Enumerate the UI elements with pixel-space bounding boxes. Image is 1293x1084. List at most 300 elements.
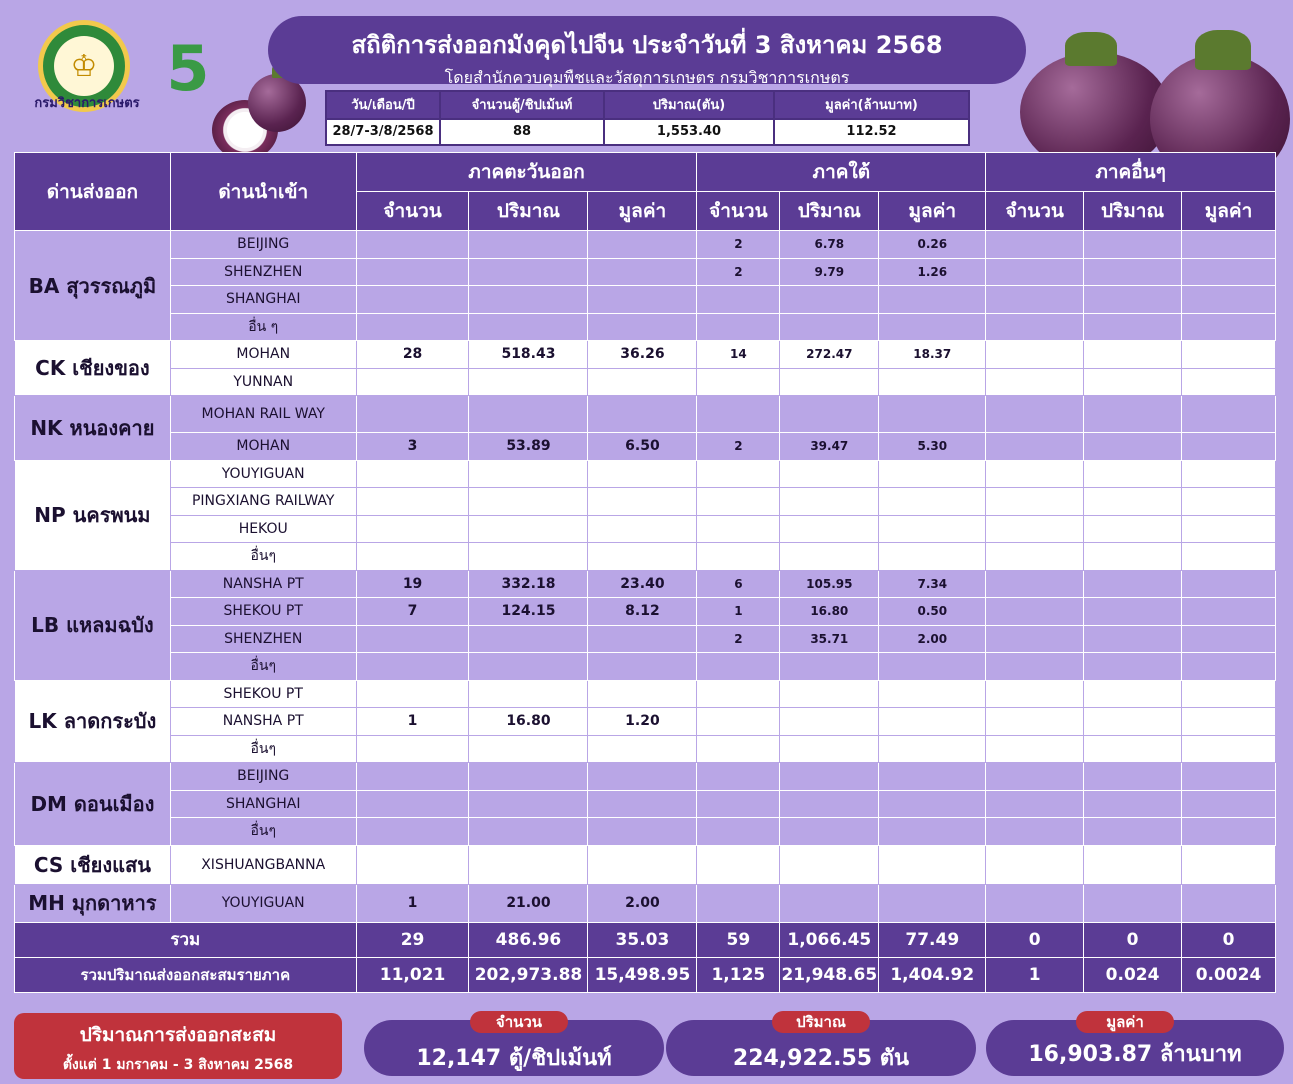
value-cell [780, 515, 879, 543]
total-cell: 29 [356, 922, 469, 957]
value-cell [1182, 680, 1276, 708]
value-cell [986, 460, 1084, 488]
value-cell [1182, 286, 1276, 314]
emblem-icon: ♔ [54, 36, 114, 96]
table-row [15, 653, 1276, 681]
region-east-header: ภาคตะวันออก [356, 153, 697, 192]
export-port-cell: BA สุวรรณภูมิ [15, 231, 171, 341]
value-cell [1182, 488, 1276, 516]
value-cell [1084, 708, 1182, 736]
value-cell [879, 845, 986, 884]
import-port-cell: NANSHA PT [170, 570, 356, 598]
export-port-cell: MH มุกดาหาร [15, 884, 171, 922]
value-cell [1182, 460, 1276, 488]
value-cell [879, 763, 986, 791]
table-row [15, 598, 1276, 626]
total-cell: 0 [986, 922, 1084, 957]
value-cell [780, 488, 879, 516]
value-cell [356, 625, 469, 653]
value-cell [1182, 735, 1276, 763]
total-cell: 35.03 [588, 922, 697, 957]
value-cell: 8.12 [588, 598, 697, 626]
value-cell [986, 708, 1084, 736]
value-cell [879, 735, 986, 763]
cumulative-cell: 1,125 [697, 957, 780, 992]
value-cell [356, 313, 469, 341]
import-port-cell: อื่นๆ [170, 653, 356, 681]
value-cell [986, 368, 1084, 396]
value-cell [879, 396, 986, 433]
value-cell: 2.00 [879, 625, 986, 653]
value-cell [986, 543, 1084, 571]
value-cell [697, 396, 780, 433]
value-cell: 9.79 [780, 258, 879, 286]
value-cell: 23.40 [588, 570, 697, 598]
value-cell [986, 845, 1084, 884]
cumulative-value-value: 16,903.87 ล้านบาท [1028, 1042, 1242, 1067]
summary-header: มูลค่า(ล้านบาท) [774, 91, 969, 119]
sub-header-volume: ปริมาณ [1084, 192, 1182, 231]
value-cell: 5.30 [879, 433, 986, 461]
department-name: กรมวิชาการเกษตร [34, 96, 140, 111]
table-row [15, 460, 1276, 488]
value-cell [356, 680, 469, 708]
value-cell [986, 598, 1084, 626]
cumulative-cell: 15,498.95 [588, 957, 697, 992]
value-cell [780, 653, 879, 681]
table-row [15, 313, 1276, 341]
value-cell: 19 [356, 570, 469, 598]
value-cell [1182, 543, 1276, 571]
value-cell [588, 258, 697, 286]
sub-header-count: จำนวน [986, 192, 1084, 231]
region-south-header: ภาคใต้ [697, 153, 986, 192]
table-row [15, 368, 1276, 396]
import-port-cell: PINGXIANG RAILWAY [170, 488, 356, 516]
value-cell [356, 258, 469, 286]
value-cell [879, 790, 986, 818]
total-row [15, 922, 1276, 957]
value-cell [1084, 625, 1182, 653]
value-cell [697, 735, 780, 763]
value-cell: 16.80 [780, 598, 879, 626]
value-cell [986, 625, 1084, 653]
value-cell [986, 680, 1084, 708]
value-cell: 2 [697, 231, 780, 259]
port-group [15, 231, 1276, 341]
value-cell [780, 286, 879, 314]
value-cell [356, 368, 469, 396]
value-cell [879, 515, 986, 543]
value-cell: 272.47 [780, 341, 879, 369]
value-cell: 1 [356, 884, 469, 922]
total-cell: 0 [1182, 922, 1276, 957]
table-row [15, 708, 1276, 736]
value-cell [1182, 653, 1276, 681]
sub-header-value: มูลค่า [1182, 192, 1276, 231]
import-port-cell: BEIJING [170, 763, 356, 791]
value-cell [780, 790, 879, 818]
value-cell [1084, 488, 1182, 516]
table-row [15, 680, 1276, 708]
value-cell [879, 884, 986, 922]
port-group [15, 460, 1276, 570]
value-cell [879, 460, 986, 488]
table-row [15, 396, 1276, 433]
value-cell [469, 845, 588, 884]
value-cell [986, 735, 1084, 763]
value-cell [1084, 460, 1182, 488]
value-cell [879, 286, 986, 314]
import-port-cell: MOHAN [170, 433, 356, 461]
cumulative-value-tag: มูลค่า [1076, 1011, 1174, 1033]
total-cell: 59 [697, 922, 780, 957]
value-cell [986, 515, 1084, 543]
value-cell [356, 396, 469, 433]
sub-header-value: มูลค่า [879, 192, 986, 231]
value-cell [697, 313, 780, 341]
value-cell [356, 653, 469, 681]
port-group [15, 341, 1276, 396]
value-cell: 1.20 [588, 708, 697, 736]
value-cell [1084, 845, 1182, 884]
value-cell [469, 653, 588, 681]
value-cell [879, 488, 986, 516]
summary-date: 28/7-3/8/2568 [326, 119, 440, 146]
value-cell [588, 653, 697, 681]
weekly-summary-table [325, 90, 970, 146]
value-cell: 7 [356, 598, 469, 626]
summary-value: 112.52 [774, 119, 969, 146]
cumulative-cell: 21,948.65 [780, 957, 879, 992]
value-cell [1182, 341, 1276, 369]
value-cell [697, 488, 780, 516]
cumulative-cell: 0.024 [1084, 957, 1182, 992]
value-cell [1084, 680, 1182, 708]
port-group [15, 570, 1276, 680]
value-cell: 2 [697, 433, 780, 461]
value-cell: 53.89 [469, 433, 588, 461]
title-banner [268, 16, 1026, 87]
value-cell [780, 313, 879, 341]
value-cell: 124.15 [469, 598, 588, 626]
value-cell [588, 543, 697, 571]
import-port-cell: MOHAN RAIL WAY [170, 396, 356, 433]
cumulative-title: ปริมาณการส่งออกสะสม [79, 1024, 277, 1046]
value-cell [697, 884, 780, 922]
export-port-cell: NP นครพนม [15, 460, 171, 570]
port-group [15, 396, 1276, 461]
value-cell [879, 543, 986, 571]
value-cell [697, 368, 780, 396]
value-cell [588, 625, 697, 653]
import-port-cell: SHENZHEN [170, 625, 356, 653]
value-cell [469, 735, 588, 763]
value-cell [588, 790, 697, 818]
export-statistics-table [14, 152, 1276, 993]
value-cell [1182, 598, 1276, 626]
value-cell [1182, 763, 1276, 791]
value-cell [588, 735, 697, 763]
col-export-port: ด่านส่งออก [15, 153, 171, 231]
value-cell: 1 [356, 708, 469, 736]
import-port-cell: SHANGHAI [170, 790, 356, 818]
import-port-cell: อื่น ๆ [170, 313, 356, 341]
value-cell [986, 286, 1084, 314]
value-cell [356, 845, 469, 884]
table-row [15, 488, 1276, 516]
cumulative-row [15, 957, 1276, 992]
table-row [15, 543, 1276, 571]
value-cell [879, 818, 986, 846]
cumulative-count-tag: จำนวน [470, 1011, 568, 1033]
value-cell [780, 818, 879, 846]
value-cell [356, 818, 469, 846]
cumulative-period: ตั้งแต่ 1 มกราคม - 3 สิงหาคม 2568 [62, 1057, 294, 1073]
value-cell [356, 515, 469, 543]
value-cell: 39.47 [780, 433, 879, 461]
import-port-cell: อื่นๆ [170, 735, 356, 763]
value-cell [356, 460, 469, 488]
value-cell [588, 680, 697, 708]
total-cell: 0 [1084, 922, 1182, 957]
value-cell [1084, 368, 1182, 396]
value-cell [879, 313, 986, 341]
table-row [15, 286, 1276, 314]
value-cell: 21.00 [469, 884, 588, 922]
value-cell [986, 258, 1084, 286]
value-cell [469, 680, 588, 708]
value-cell: 332.18 [469, 570, 588, 598]
value-cell [780, 460, 879, 488]
import-port-cell: SHANGHAI [170, 286, 356, 314]
value-cell [469, 763, 588, 791]
table-row [15, 763, 1276, 791]
total-cell: 486.96 [469, 922, 588, 957]
import-port-cell: XISHUANGBANNA [170, 845, 356, 884]
col-import-port: ด่านนำเข้า [170, 153, 356, 231]
value-cell [356, 543, 469, 571]
value-cell [1182, 845, 1276, 884]
value-cell [1182, 884, 1276, 922]
table-row [15, 515, 1276, 543]
value-cell [356, 763, 469, 791]
value-cell [588, 818, 697, 846]
mangosteen-stem-image [1195, 30, 1251, 70]
export-port-cell: CS เชียงแสน [15, 845, 171, 884]
summary-header: ปริมาณ(ตัน) [604, 91, 774, 119]
value-cell: 16.80 [469, 708, 588, 736]
value-cell [469, 543, 588, 571]
value-cell [1084, 515, 1182, 543]
value-cell [697, 543, 780, 571]
import-port-cell: อื่นๆ [170, 543, 356, 571]
value-cell [1084, 763, 1182, 791]
value-cell [1182, 570, 1276, 598]
value-cell [780, 680, 879, 708]
cumulative-cell: 1 [986, 957, 1084, 992]
export-port-cell: LB แหลมฉบัง [15, 570, 171, 680]
value-cell [1084, 653, 1182, 681]
value-cell [780, 735, 879, 763]
value-cell [356, 488, 469, 516]
value-cell: 2.00 [588, 884, 697, 922]
value-cell: 105.95 [780, 570, 879, 598]
value-cell [356, 735, 469, 763]
sub-header-value: มูลค่า [588, 192, 697, 231]
value-cell [879, 680, 986, 708]
value-cell: 36.26 [588, 341, 697, 369]
cumulative-volume-tag: ปริมาณ [772, 1011, 870, 1033]
import-port-cell: BEIJING [170, 231, 356, 259]
value-cell [588, 515, 697, 543]
region-other-header: ภาคอื่นๆ [986, 153, 1276, 192]
value-cell [1182, 515, 1276, 543]
cumulative-cell: 11,021 [356, 957, 469, 992]
value-cell: 7.34 [879, 570, 986, 598]
export-port-cell: DM ดอนเมือง [15, 763, 171, 846]
value-cell: 35.71 [780, 625, 879, 653]
value-cell: 2 [697, 258, 780, 286]
value-cell [986, 488, 1084, 516]
summary-header: จำนวนตู้/ชิปเม้นท์ [440, 91, 604, 119]
value-cell [986, 341, 1084, 369]
value-cell [697, 653, 780, 681]
value-cell [697, 845, 780, 884]
sub-header-volume: ปริมาณ [469, 192, 588, 231]
sub-header-count: จำนวน [697, 192, 780, 231]
value-cell [1182, 818, 1276, 846]
value-cell [469, 515, 588, 543]
table-row [15, 818, 1276, 846]
port-group [15, 884, 1276, 922]
value-cell [986, 313, 1084, 341]
value-cell [1084, 598, 1182, 626]
table-row [15, 433, 1276, 461]
import-port-cell: อื่นๆ [170, 818, 356, 846]
table-row [15, 884, 1276, 922]
value-cell [469, 488, 588, 516]
mangosteen-stem-image [1065, 32, 1117, 66]
value-cell [588, 488, 697, 516]
page-subtitle: โดยสำนักควบคุมพืชและวัสดุการเกษตร กรมวิชาการเกษตร [444, 68, 850, 87]
value-cell [1084, 286, 1182, 314]
value-cell [986, 884, 1084, 922]
value-cell [986, 433, 1084, 461]
cumulative-volume-value: 224,922.55 ตัน [732, 1046, 910, 1071]
table-row [15, 625, 1276, 653]
value-cell [1084, 570, 1182, 598]
value-cell: 0.50 [879, 598, 986, 626]
cumulative-cell: 0.0024 [1182, 957, 1276, 992]
value-cell [780, 845, 879, 884]
value-cell [780, 884, 879, 922]
value-cell [879, 708, 986, 736]
value-cell [469, 460, 588, 488]
value-cell [469, 396, 588, 433]
value-cell [588, 231, 697, 259]
import-port-cell: SHEKOU PT [170, 680, 356, 708]
value-cell: 2 [697, 625, 780, 653]
value-cell [588, 368, 697, 396]
value-cell [986, 570, 1084, 598]
value-cell [879, 368, 986, 396]
value-cell [1182, 396, 1276, 433]
value-cell [1182, 708, 1276, 736]
value-cell [697, 790, 780, 818]
cumulative-banner [14, 1013, 342, 1079]
value-cell [1084, 341, 1182, 369]
value-cell [469, 368, 588, 396]
value-cell: 14 [697, 341, 780, 369]
table-row [15, 341, 1276, 369]
value-cell [780, 368, 879, 396]
port-group [15, 763, 1276, 846]
table-row [15, 231, 1276, 259]
table-row [15, 258, 1276, 286]
port-group [15, 845, 1276, 884]
value-cell [1182, 368, 1276, 396]
cumulative-count-value: 12,147 ตู้/ชิปเม้นท์ [416, 1046, 612, 1071]
table-row [15, 790, 1276, 818]
anniversary-logo: 5 [166, 32, 210, 105]
value-cell [986, 790, 1084, 818]
summary-volume: 1,553.40 [604, 119, 774, 146]
port-group [15, 680, 1276, 763]
value-cell [469, 286, 588, 314]
value-cell [697, 708, 780, 736]
value-cell [469, 790, 588, 818]
value-cell [1084, 313, 1182, 341]
export-port-cell: NK หนองคาย [15, 396, 171, 461]
table-row [15, 845, 1276, 884]
value-cell [1182, 258, 1276, 286]
value-cell: 3 [356, 433, 469, 461]
value-cell [1084, 818, 1182, 846]
value-cell [469, 258, 588, 286]
value-cell [986, 396, 1084, 433]
value-cell [1084, 433, 1182, 461]
import-port-cell: HEKOU [170, 515, 356, 543]
value-cell: 28 [356, 341, 469, 369]
value-cell [1182, 790, 1276, 818]
value-cell [1182, 313, 1276, 341]
sub-header-volume: ปริมาณ [780, 192, 879, 231]
import-port-cell: NANSHA PT [170, 708, 356, 736]
value-cell [356, 231, 469, 259]
value-cell [1182, 433, 1276, 461]
value-cell [1084, 396, 1182, 433]
value-cell [986, 653, 1084, 681]
cumulative-cell: 1,404.92 [879, 957, 986, 992]
value-cell [1084, 735, 1182, 763]
value-cell [986, 763, 1084, 791]
value-cell: 6.78 [780, 231, 879, 259]
sub-header-count: จำนวน [356, 192, 469, 231]
value-cell: 518.43 [469, 341, 588, 369]
value-cell [469, 231, 588, 259]
value-cell: 6.50 [588, 433, 697, 461]
value-cell [1084, 231, 1182, 259]
value-cell [1084, 258, 1182, 286]
value-cell [1084, 884, 1182, 922]
value-cell [356, 790, 469, 818]
value-cell [780, 763, 879, 791]
export-port-cell: CK เชียงของ [15, 341, 171, 396]
value-cell [780, 708, 879, 736]
value-cell [697, 286, 780, 314]
page-title: สถิติการส่งออกมังคุดไปจีน ประจำวันที่ 3 สิงหาคม 2568 [351, 31, 943, 59]
